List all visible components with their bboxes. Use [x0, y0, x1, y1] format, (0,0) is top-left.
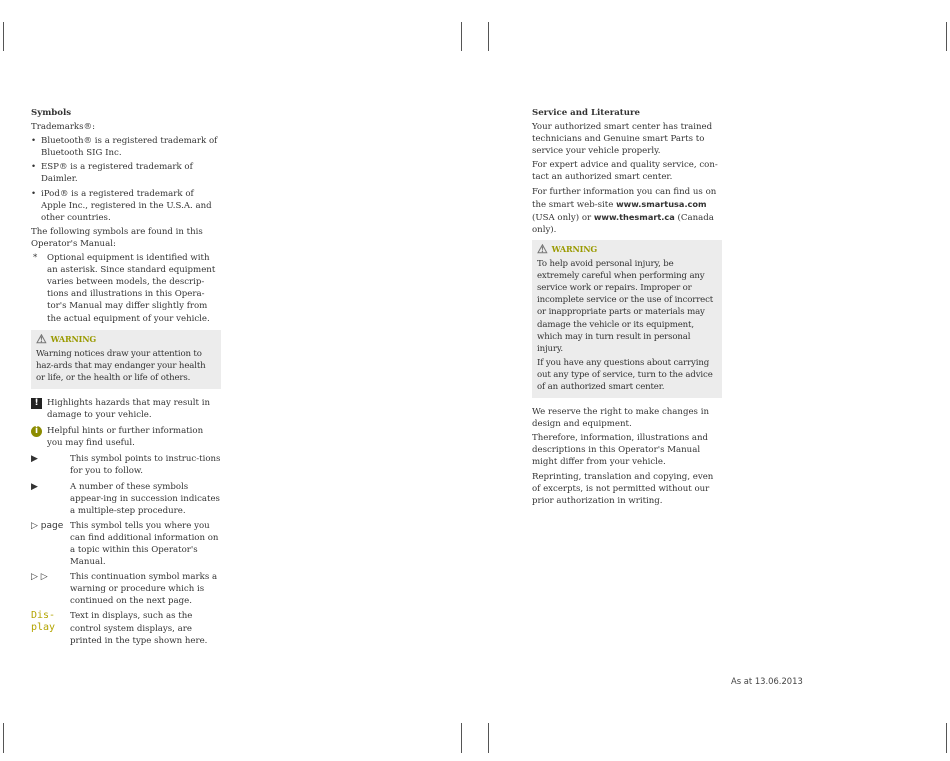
- warning-title: [537, 243, 717, 255]
- display-text-sample: Dis- play: [31, 610, 56, 634]
- crop-mark: [488, 723, 489, 753]
- paragraph: Your authorized smart center has trained technicians and Genuine smart Parts to service your vehicle properly.: [532, 122, 713, 157]
- paragraph: For expert advice and quality service, con-tact an authorized smart center.: [532, 160, 718, 183]
- symbol-row: [31, 610, 221, 646]
- symbol-row: [31, 481, 221, 517]
- warning-triangle-icon: ⚠: [36, 331, 47, 346]
- continuation-icon: ▷ ▷: [31, 572, 48, 583]
- right-column: [532, 107, 722, 509]
- crop-mark: [3, 22, 4, 51]
- optional-equipment-note: [31, 252, 221, 325]
- symbols-heading: Symbols: [31, 108, 72, 118]
- crop-mark: [488, 22, 489, 51]
- symbol-description: This continuation symbol marks a warning or procedure which is continued on the next page.: [70, 572, 218, 607]
- optional-equipment-text: Optional equipment is identified with an asterisk. Since standard equipment varies between models, the descrip-tions and illustrations in this Opera-tor's Manual may differ slightly from the actual equipment of your vehicle.: [47, 253, 216, 324]
- paragraph: Reprinting, translation and copying, even of excerpts, is not permitted without our prior authorization in writing.: [532, 471, 714, 506]
- warning-triangle-icon: ⚠: [537, 241, 548, 256]
- trademark-item: • Bluetooth® is a registered trademark of Bluetooth SIG Inc.: [31, 135, 221, 159]
- web-info-paragraph: [532, 186, 722, 236]
- hint-note: [31, 425, 221, 449]
- text-fragment: For further information you can find us on the smart web-site: [532, 186, 717, 210]
- symbol-row: [31, 571, 221, 607]
- symbol-description: This symbol points to instruc-tions for you to follow.: [70, 454, 221, 477]
- symbol-description: This symbol tells you where you can find additional information on a topic within this Operator's Manual.: [70, 520, 219, 568]
- smartusa-link[interactable]: www.smartusa.com: [616, 198, 707, 209]
- service-heading: Service and Literature: [532, 108, 641, 118]
- symbol-row: [31, 453, 221, 477]
- text-fragment: (USA only) or: [532, 212, 594, 223]
- page-reference-icon: ▷ page: [31, 520, 64, 531]
- trademark-item: • iPod® is a registered trademark of Apple Inc., registered in the U.S.A. and other countries.: [31, 188, 221, 224]
- warning-text: If you have any questions about carrying out any type of service, turn to the advice of an authorized smart center.: [537, 357, 713, 392]
- exclamation-icon: !: [31, 398, 42, 409]
- warning-text: Warning notices draw your attention to haz-ards that may endanger your health or life, or the health or life of others.: [36, 348, 206, 383]
- warning-label: WARNING: [50, 333, 97, 344]
- crop-mark: [3, 723, 4, 753]
- text-fragment: (Canada only).: [532, 212, 714, 235]
- symbol-description: A number of these symbols appear-ing in succession indicates a multiple-step procedure.: [70, 481, 220, 516]
- warning-box: [532, 240, 722, 398]
- crop-mark: [461, 22, 462, 51]
- warning-box: [31, 330, 221, 389]
- crop-mark: [461, 723, 462, 753]
- left-column: [31, 107, 221, 650]
- trademarks-label: Trademarks®:: [31, 122, 96, 133]
- arrow-right-icon: ▶: [31, 481, 38, 492]
- warning-text: To help avoid personal injury, be extremely careful when performing any service work or repairs. Improper or incomplete service or the use of incorrect or inappropriate parts or materials may damage the vehicle or its equipment, which may in turn result in personal injury.: [537, 259, 714, 354]
- hazard-note: [31, 397, 221, 421]
- symbols-intro: The following symbols are found in this Operator's Manual:: [31, 226, 203, 249]
- warning-label: WARNING: [551, 243, 598, 254]
- hazard-text: Highlights hazards that may result in damage to your vehicle.: [47, 397, 210, 421]
- warning-title: [36, 333, 216, 345]
- paragraph: We reserve the right to make changes in design and equipment.: [532, 407, 709, 430]
- hint-text: Helpful hints or further information you may find useful.: [47, 426, 204, 449]
- as-at-date: As at 13.06.2013: [731, 676, 803, 686]
- arrow-right-icon: ▶: [31, 454, 38, 465]
- paragraph: Therefore, information, illustrations and descriptions in this Operator's Manual might differ from your vehicle.: [532, 433, 709, 468]
- crop-mark: [946, 723, 947, 753]
- crop-mark: [946, 22, 947, 51]
- symbol-description: Text in displays, such as the control system displays, are printed in the type shown here.: [70, 611, 208, 646]
- trademark-item: • ESP® is a registered trademark of Daimler.: [31, 161, 221, 185]
- symbol-row: [31, 520, 221, 568]
- thesmart-link[interactable]: www.thesmart.ca: [593, 211, 675, 222]
- info-icon: i: [31, 426, 42, 437]
- asterisk-symbol: *: [33, 253, 38, 264]
